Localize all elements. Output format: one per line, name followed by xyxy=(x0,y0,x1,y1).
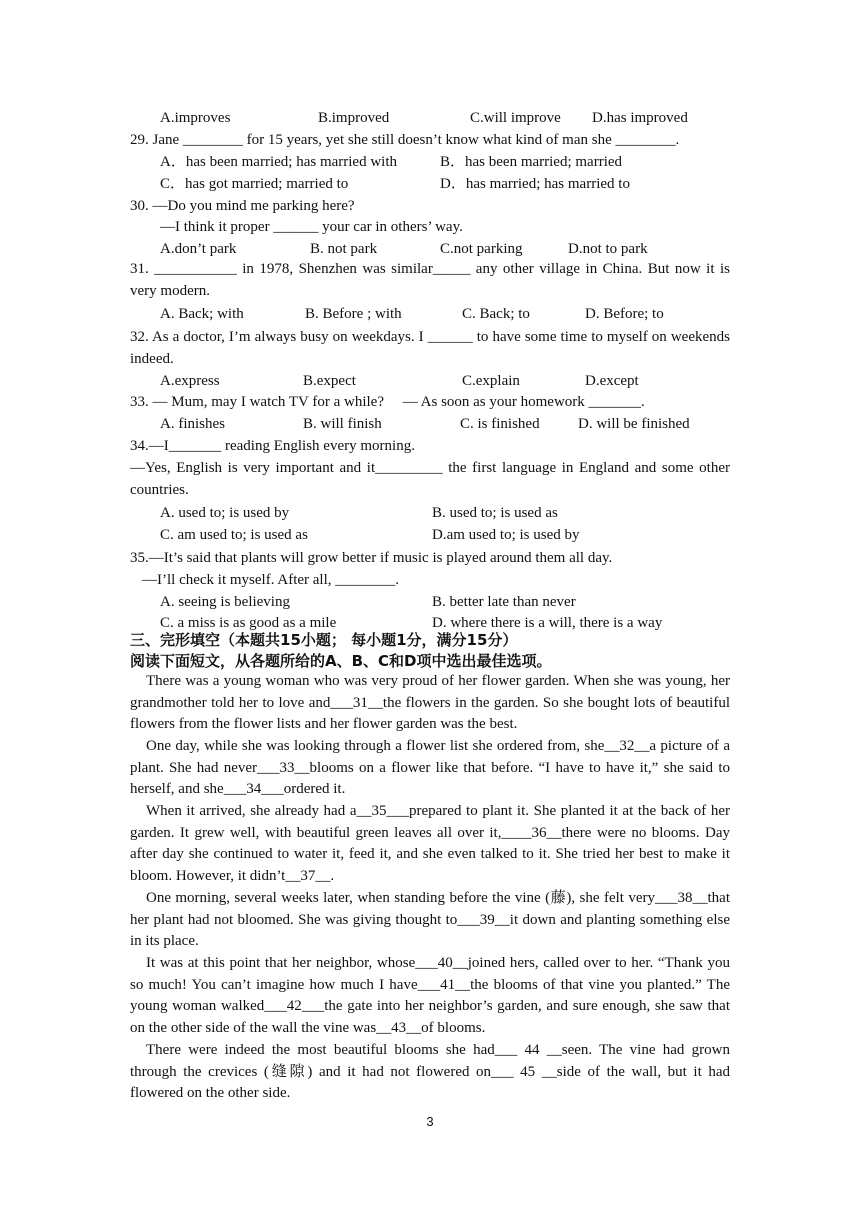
option-b: B. better late than never xyxy=(432,594,576,610)
passage-paragraph-6: There were indeed the most beautiful blooms she had___ 44 __seen. The vine had grown through the crevices (缝隙) and it had not flowered on___ 45 __side of the wall, but it had flowered on the other side. xyxy=(130,1042,730,1102)
option-d: D. Before; to xyxy=(585,306,664,322)
option-b: B.improved xyxy=(318,110,390,126)
question-34-stem-2: —Yes, English is very important and it_________ the first language in England and some other countries. xyxy=(130,460,730,498)
question-30-stem-2: —I think it proper ______ your car in others’ way. xyxy=(160,219,463,235)
option-b: B. Before ; with xyxy=(305,306,402,322)
option-a: A．has been married; has married with xyxy=(160,154,398,170)
passage-paragraph-4: One morning, several weeks later, when standing before the vine (藤), she felt very___38__that her plant had not bloomed. She was giving thought to___39__it down and planting something else in its place. xyxy=(130,890,730,950)
option-c: C.not parking xyxy=(440,241,523,257)
option-c: C. is finished xyxy=(460,416,540,432)
passage-paragraph-2: One day, while she was looking through a flower list she ordered from, she__32__a picture of a plant. She had never___33__blooms on a flower like that before. “I have to have it,” she said to herself, and she___34___ordered it. xyxy=(130,738,730,798)
option-a: A. finishes xyxy=(160,416,225,432)
option-a: A. Back; with xyxy=(160,306,244,322)
option-b: B. not park xyxy=(310,241,378,257)
page-number: 3 xyxy=(426,1114,434,1129)
option-c: C.will improve xyxy=(470,110,561,126)
option-a: A. used to; is used by xyxy=(160,505,290,521)
option-b: B. will finish xyxy=(303,416,382,432)
option-c: C.explain xyxy=(462,373,520,389)
question-33-stem: 33. — Mum, may I watch TV for a while? — As soon as your homework _______. xyxy=(130,394,645,410)
option-a: A. seeing is believing xyxy=(160,594,290,610)
option-d: D.has improved xyxy=(592,110,688,126)
option-c: C. Back; to xyxy=(462,306,530,322)
option-d: D.am used to; is used by xyxy=(432,527,580,543)
option-a: A.improves xyxy=(160,110,231,126)
option-d: D.except xyxy=(585,373,639,389)
section-title: 三、完形填空（本题共15小题； 每小题1分，满分15分） xyxy=(130,631,518,649)
option-b: B. used to; is used as xyxy=(432,505,558,521)
option-c: C．has got married; married to xyxy=(160,176,349,192)
option-b: B．has been married; married xyxy=(440,154,623,170)
question-30-stem: 30. —Do you mind me parking here? xyxy=(130,198,355,214)
question-29-stem: 29. Jane ________ for 15 years, yet she still doesn’t know what kind of man she ________. xyxy=(130,132,680,148)
option-a: A.don’t park xyxy=(160,241,237,257)
passage-paragraph-3: When it arrived, she already had a__35___prepared to plant it. She planted it at the back of her garden. It grew well, with beautiful green leaves all over it,____36__there were no blooms. Day after day she continued to water it, feed it, and she even talked to it. She tried her best to make it bloom. However, it didn’t__37__. xyxy=(130,803,730,884)
option-a: A.express xyxy=(160,373,220,389)
option-c: C. am used to; is used as xyxy=(160,527,308,543)
question-34-stem: 34.—I_______ reading English every morning. xyxy=(130,438,415,454)
option-d: D.not to park xyxy=(568,241,648,257)
passage-paragraph-5: It was at this point that her neighbor, whose___40__joined hers, called over to her. “Thank you so much! You can’t imagine how much I have___41__the blooms of that vine you planted.” The young woman walked___42___the gate into her neighbor’s garden, and sure enough, she saw that on the other side of the wall the vine was__43__of blooms. xyxy=(130,955,730,1036)
option-d: D. where there is a will, there is a way xyxy=(432,615,663,631)
option-c: C. a miss is as good as a mile xyxy=(160,615,337,631)
option-d: D. will be finished xyxy=(578,416,690,432)
section-instruction: 阅读下面短文，从各题所给的A、B、C和D项中选出最佳选项。 xyxy=(130,652,552,670)
question-35-stem-2: —I’ll check it myself. After all, ________. xyxy=(142,572,400,588)
option-d: D．has married; has married to xyxy=(440,176,630,192)
question-31-stem: 31. ___________ in 1978, Shenzhen was similar_____ any other village in China. But now it is very modern. xyxy=(130,261,730,299)
question-35-stem: 35.—It’s said that plants will grow better if music is played around them all day. xyxy=(130,550,613,566)
passage-paragraph-1: There was a young woman who was very proud of her flower garden. When she was young, her grandmother told her to love and___31__the flowers in the garden. So she bought lots of beautiful flowers from the flower lists and her flower garden was the best. xyxy=(130,673,730,733)
option-b: B.expect xyxy=(303,373,356,389)
question-32-stem: 32. As a doctor, I’m always busy on weekdays. I ______ to have some time to myself on weekends indeed. xyxy=(130,329,730,367)
